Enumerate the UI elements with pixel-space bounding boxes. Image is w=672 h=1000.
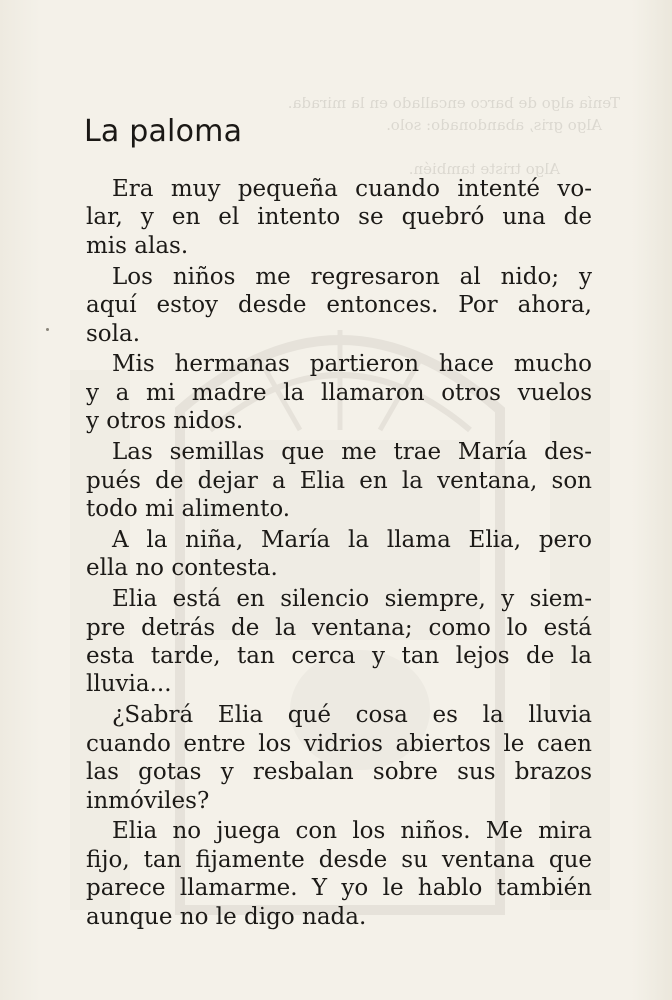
paper-speck — [46, 328, 49, 331]
text-line: Mis hermanas partieron hace mucho — [112, 351, 592, 378]
text-line: fijo, tan fijamente desde su ventana que — [86, 846, 592, 873]
bleed-line: Algo triste también. — [408, 160, 560, 178]
text-line: pre detrás de la ventana; como lo está — [86, 614, 592, 641]
story-paragraph — [86, 817, 592, 931]
text-line: Era muy pequeña cuando intenté vo- — [112, 176, 592, 202]
text-line: lar, y en el intento se quebró una de — [86, 204, 592, 231]
text-line: inmóviles? — [86, 787, 210, 814]
text-line: pués de dejar a Elia en la ventana, son — [86, 467, 592, 494]
story-paragraph — [86, 350, 592, 435]
story-paragraph — [86, 526, 592, 583]
text-line: las gotas y resbalan sobre sus brazos — [86, 759, 592, 786]
story-paragraph — [86, 175, 592, 260]
text-line: lluvia... — [86, 671, 172, 698]
story-text — [86, 175, 592, 934]
text-line: Elia no juega con los niños. Me mira — [112, 818, 592, 845]
text-line: todo mi alimento. — [86, 495, 291, 522]
bleed-line: Tenía algo de barco encallado en la mirada. — [287, 94, 620, 112]
text-line: A la niña, María la llama Elia, pero — [112, 526, 592, 553]
text-line: parece llamarme. Y yo le hablo también — [86, 875, 592, 902]
text-line: Los niños me regresaron al nido; y — [112, 263, 592, 290]
text-line: cuando entre los vidrios abiertos le caen — [86, 730, 592, 757]
text-line: Elia está en silencio siempre, y siem- — [112, 586, 592, 613]
story-paragraph — [86, 701, 592, 815]
text-line: mis alas. — [86, 232, 189, 259]
text-line: aquí estoy desde entonces. Por ahora, — [86, 292, 592, 319]
text-line: esta tarde, tan cerca y tan lejos de la — [86, 643, 592, 669]
text-line: y otros nidos. — [86, 408, 244, 435]
chapter-title: La paloma — [84, 114, 243, 149]
text-line: ¿Sabrá Elia qué cosa es la lluvia — [112, 702, 592, 729]
bleed-line — [300, 136, 620, 158]
bleed-through-text — [287, 92, 620, 180]
text-line: aunque no le digo nada. — [86, 903, 367, 930]
story-paragraph — [86, 438, 592, 523]
story-paragraph — [86, 263, 592, 348]
text-line: Las semillas que me trae María des- — [112, 439, 592, 466]
bleed-line: Algo gris, abandonado: solo. — [386, 116, 602, 134]
text-line: sola. — [86, 320, 141, 347]
text-line: ella no contesta. — [86, 555, 278, 582]
text-line: y a mi madre la llamaron otros vuelos — [86, 379, 592, 406]
story-paragraph — [86, 585, 592, 699]
